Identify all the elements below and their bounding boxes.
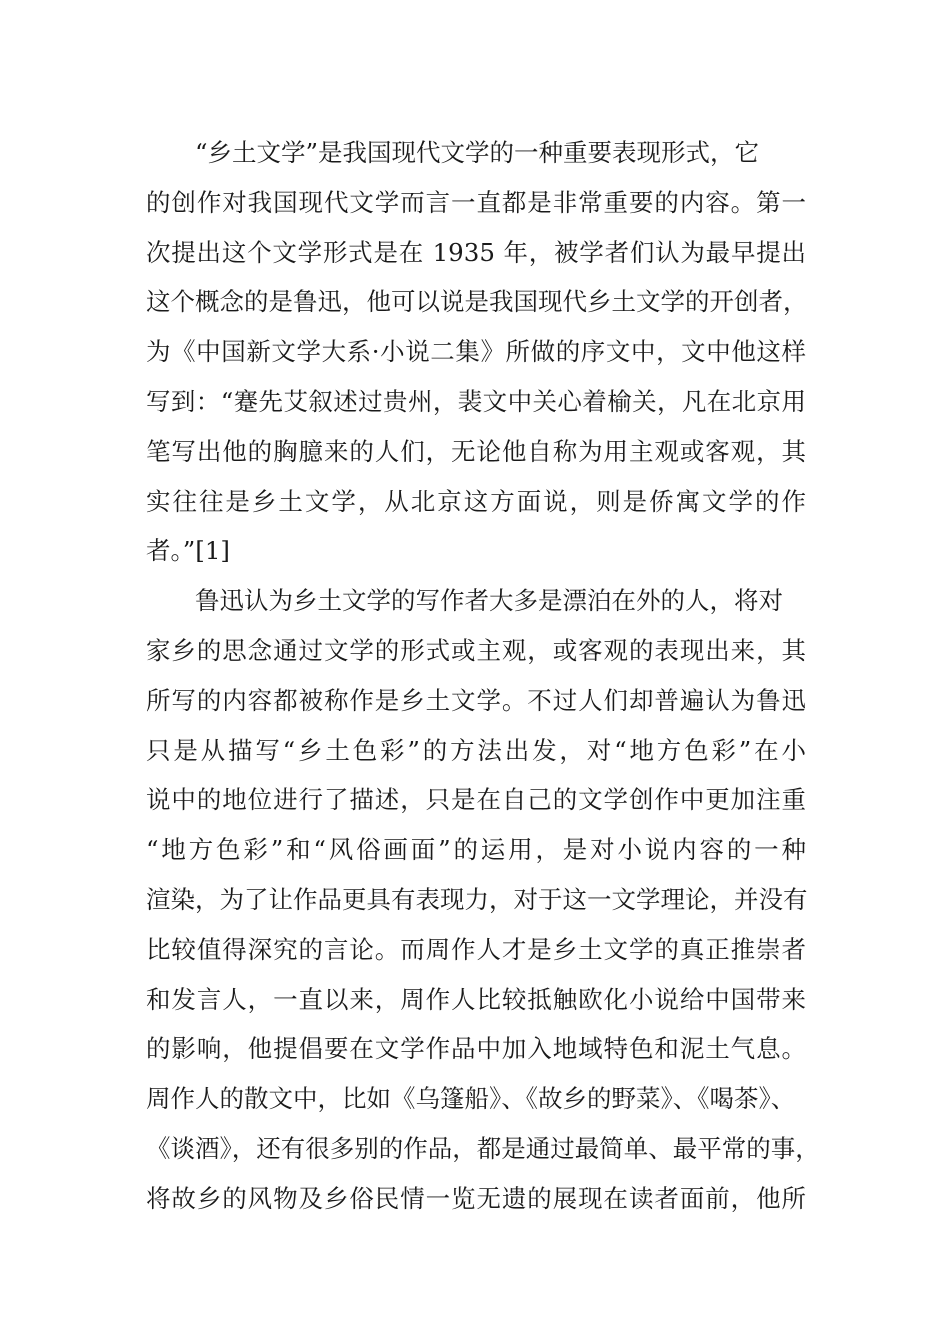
text-line: 者。”[1] <box>146 536 230 566</box>
text-line: 将故乡的风物及乡俗民情一览无遗的展现在读者面前，他所 <box>146 1183 806 1213</box>
body-text <box>146 128 820 1224</box>
text-line: 家乡的思念通过文学的形式或主观，或客观的表现出来，其 <box>146 635 806 665</box>
text-line: 的创作对我国现代文学而言一直都是非常重要的内容。第一 <box>146 187 806 217</box>
text-line: 和发言人，一直以来，周作人比较抵触欧化小说给中国带来 <box>146 984 806 1014</box>
text-line: 写到：“蹇先艾叙述过贵州，裴文中关心着榆关，凡在北京用 <box>146 386 806 416</box>
text-line: “乡土文学”是我国现代文学的一种重要表现形式，它 <box>195 138 760 167</box>
text-line: “地方色彩”和“风俗画面”的运用，是对小说内容的一种 <box>146 835 806 865</box>
paragraph-2 <box>146 576 820 1223</box>
text-line: 的影响，他提倡要在文学作品中加入地域特色和泥土气息。 <box>146 1034 806 1064</box>
text-line: 这个概念的是鲁迅，他可以说是我国现代乡土文学的开创者， <box>146 287 808 317</box>
text-line: 说中的地位进行了描述，只是在自己的文学创作中更加注重 <box>146 785 806 815</box>
text-line: 周作人的散文中，比如《乌篷船》、《故乡的野菜》、《喝茶》、 <box>146 1084 796 1114</box>
text-line: 为《中国新文学大系·小说二集》所做的序文中，文中他这样 <box>146 337 806 367</box>
text-line: 渲染，为了让作品更具有表现力，对于这一文学理论，并没有 <box>146 884 808 914</box>
text-line: 实往往是乡土文学，从北京这方面说，则是侨寓文学的作 <box>146 486 806 516</box>
text-line: 《谈酒》，还有很多别的作品，都是通过最简单、最平常的事， <box>146 1133 820 1163</box>
text-line: 比较值得深究的言论。而周作人才是乡土文学的真正推崇者 <box>146 934 806 964</box>
text-line: 所写的内容都被称作是乡土文学。不过人们却普遍认为鲁迅 <box>146 685 806 715</box>
paragraph-1 <box>146 128 806 576</box>
text-line: 鲁迅认为乡土文学的写作者大多是漂泊在外的人，将对 <box>195 586 783 616</box>
text-line: 只是从描写“乡土色彩”的方法出发，对“地方色彩”在小 <box>146 735 806 765</box>
text-line: 次提出这个文学形式是在 1935 年，被学者们认为最早提出 <box>146 237 806 267</box>
text-line: 笔写出他的胸臆来的人们，无论他自称为用主观或客观，其 <box>146 436 806 466</box>
